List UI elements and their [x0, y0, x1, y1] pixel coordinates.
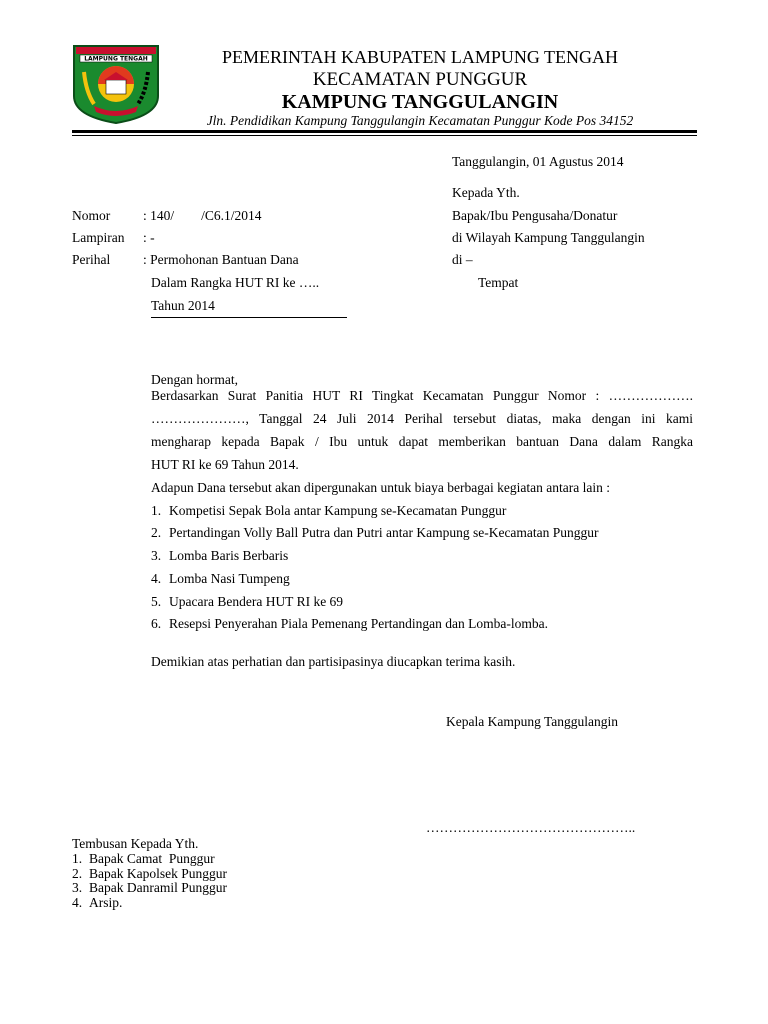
cc-item-num: 2. — [72, 866, 83, 881]
list-item: Lomba Baris Berbaris — [169, 548, 289, 563]
paragraph-1-line-3: mengharap kepada Bapak / Ibu untuk dapat memberikan bantuan Dana dalam Rangka — [151, 434, 693, 449]
nomor-label: Nomor — [72, 208, 111, 223]
letterhead-district: KECAMATAN PUNGGUR — [312, 69, 528, 90]
perihal-value: : Permohonan Bantuan Dana — [143, 252, 299, 267]
paragraph-1-line-1: Berdasarkan Surat Panitia HUT RI Tingkat Kecamatan Punggur Nomor : ………………. — [151, 388, 693, 403]
closing-sentence: Demikian atas perhatian dan partisipasinya diucapkan terima kasih. — [151, 654, 516, 669]
recipient-greeting: Kepada Yth. — [452, 185, 520, 200]
letter-date: Tanggulangin, 01 Agustus 2014 — [452, 154, 624, 169]
letterhead-rule-thick — [72, 130, 697, 133]
letterhead-government: PEMERINTAH KABUPATEN LAMPUNG TENGAH — [221, 47, 619, 67]
cc-item: Bapak Camat Punggur — [89, 851, 215, 866]
list-item: Pertandingan Volly Ball Putra dan Putri antar Kampung se-Kecamatan Punggur — [169, 525, 599, 540]
perihal-label: Perihal — [72, 252, 111, 267]
list-item: Upacara Bendera HUT RI ke 69 — [169, 594, 344, 609]
nomor-value: : 140/ /C6.1/2014 — [143, 208, 262, 223]
salutation: Dengan hormat, — [151, 372, 238, 387]
cc-item-num: 3. — [72, 880, 83, 895]
list-item-num: 4. — [151, 571, 162, 586]
list-item: Kompetisi Sepak Bola antar Kampung se-Kecamatan Punggur — [169, 503, 507, 518]
lampiran-label: Lampiran — [72, 230, 125, 245]
paragraph-1-line-4: HUT RI ke 69 Tahun 2014. — [151, 457, 299, 472]
paragraph-1-line-2: …………………, Tanggal 24 Juli 2014 Perihal tersebut diatas, maka dengan ini kami — [151, 411, 693, 426]
list-item: Resepsi Penyerahan Piala Pemenang Pertandingan dan Lomba-lomba. — [169, 616, 549, 631]
lampiran-value: : - — [143, 230, 155, 245]
perihal-line2: Dalam Rangka HUT RI ke ….. — [151, 275, 320, 290]
recipient-name: Bapak/Ibu Pengusaha/Donatur — [452, 208, 618, 223]
cc-item: Arsip. — [89, 895, 123, 910]
list-item-num: 2. — [151, 525, 162, 540]
letterhead-village: KAMPUNG TANGGULANGIN — [281, 91, 559, 113]
cc-item-num: 4. — [72, 895, 83, 910]
signature-name-placeholder: ……………………………………….. — [426, 820, 636, 835]
list-item-num: 5. — [151, 594, 162, 609]
list-item-num: 1. — [151, 503, 162, 518]
regency-coat-of-arms-icon — [72, 44, 160, 124]
list-item-num: 3. — [151, 548, 162, 563]
cc-item: Bapak Danramil Punggur — [89, 880, 227, 895]
cc-item-num: 1. — [72, 851, 83, 866]
recipient-place: Tempat — [478, 275, 519, 290]
paragraph-2: Adapun Dana tersebut akan dipergunakan untuk biaya berbagai kegiatan antara lain : — [151, 480, 610, 495]
cc-heading: Tembusan Kepada Yth. — [72, 836, 199, 851]
perihal-underline — [151, 317, 347, 318]
cc-item: Bapak Kapolsek Punggur — [89, 866, 227, 881]
recipient-di: di – — [452, 252, 473, 267]
list-item-num: 6. — [151, 616, 162, 631]
letterhead-rule-thin — [72, 135, 697, 136]
recipient-location: di Wilayah Kampung Tanggulangin — [452, 230, 645, 245]
logo-text: LAMPUNG TENGAH — [84, 55, 148, 63]
signature-title: Kepala Kampung Tanggulangin — [446, 714, 619, 729]
perihal-line3: Tahun 2014 — [151, 298, 215, 313]
list-item: Lomba Nasi Tumpeng — [169, 571, 290, 586]
letterhead-address: Jln. Pendidikan Kampung Tanggulangin Kecamatan Punggur Kode Pos 34152 — [206, 113, 634, 128]
